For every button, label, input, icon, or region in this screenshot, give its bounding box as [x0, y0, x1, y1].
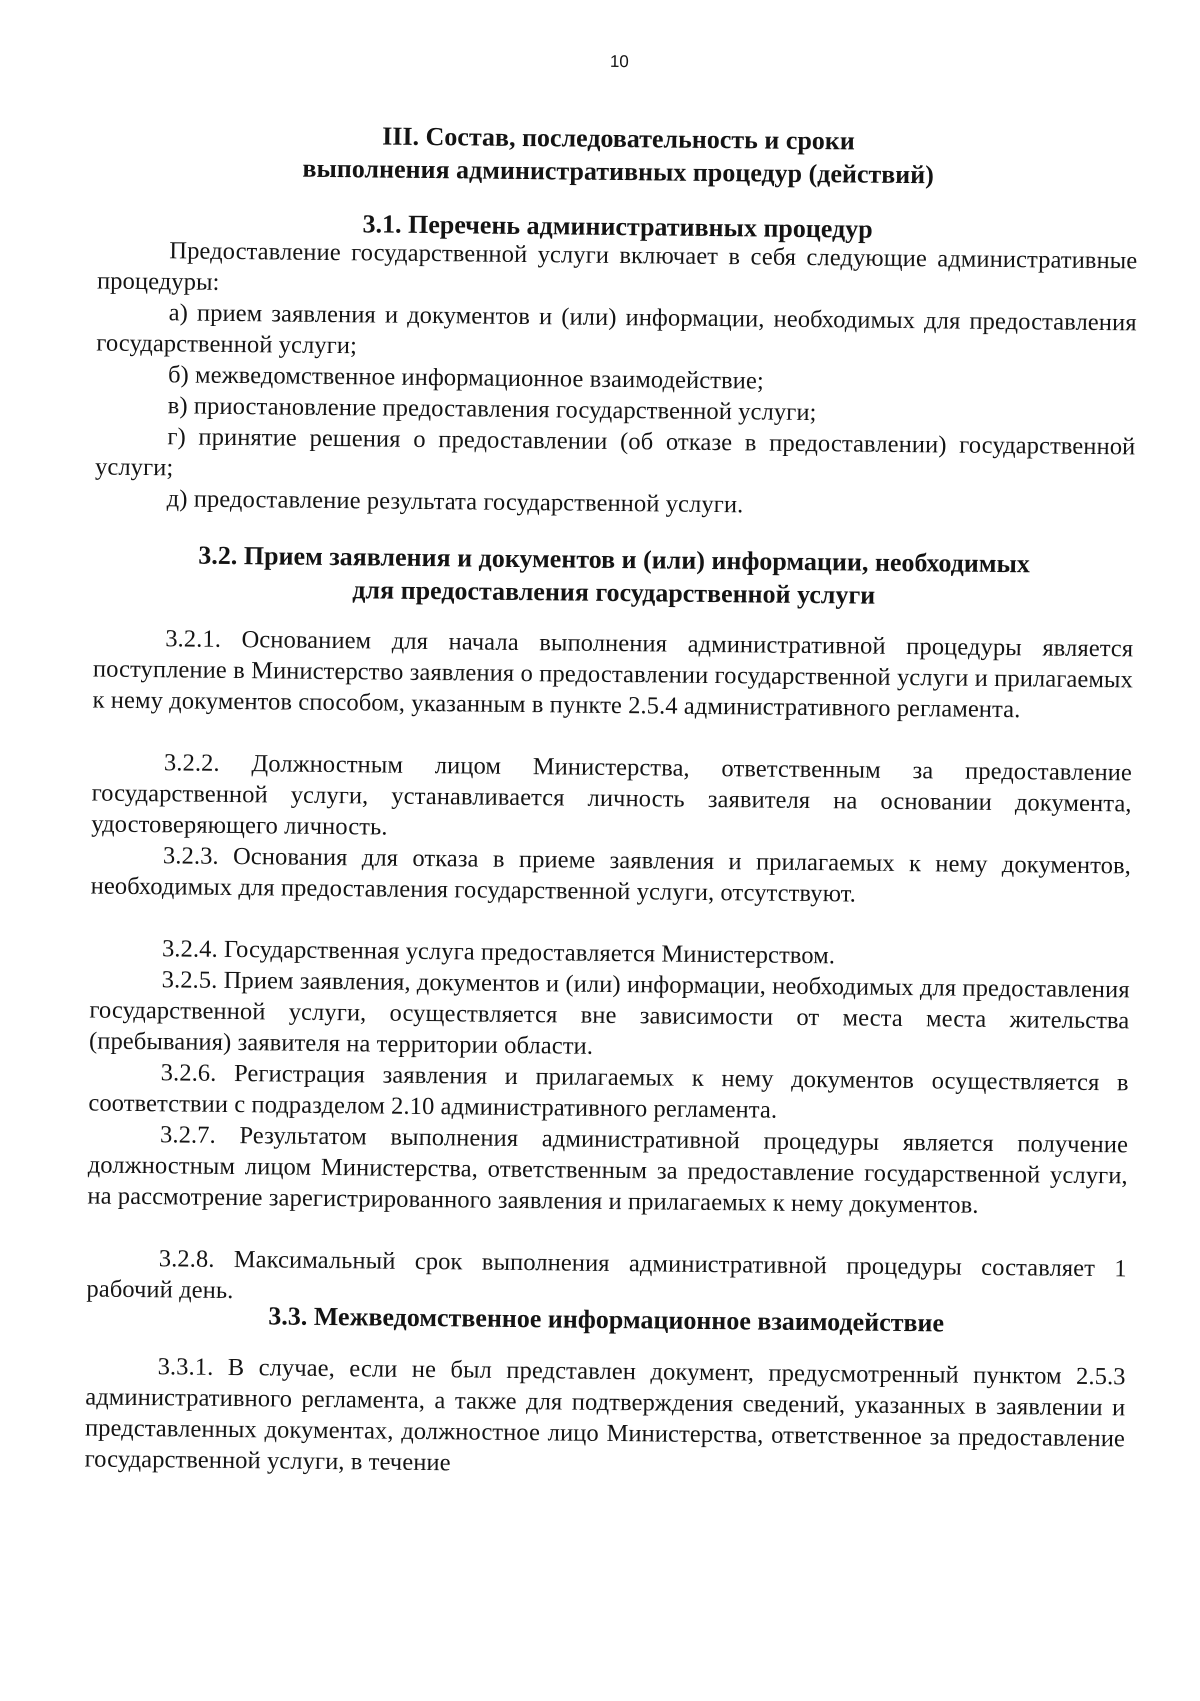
paragraph-3-2-7: 3.2.7. Результатом выполнения административной процедуры является получение должностным лицом Министерства, ответственным за предоставление государственной услуги, на рассмотрение зарегистрированного заявления и прилагаемых к нему документов. — [87, 1121, 1129, 1219]
subsection-title-3-1: 3.1. Перечень административных процедур — [362, 209, 873, 244]
section-title-line-2: выполнения административных процедур (действий) — [302, 153, 935, 190]
list-item-b: б) межведомственное информационное взаимодействие; — [167, 361, 764, 395]
paragraph-3-2-2: 3.2.2. Должностным лицом Министерства, ответственным за предоставление государственной услуги, устанавливается личность заявителя на основании документа, удостоверяющего личность. — [91, 749, 1133, 841]
list-item-a: а) прием заявления и документов и (или) информации, необходимых для предоставления государственной услуги; — [96, 299, 1137, 360]
paragraph-3-2-1: 3.2.1. Основанием для начала выполнения административной процедуры является поступление в Министерство заявления о предоставлении государственной услуги и прилагаемых к нему документов способом, указанным в пункте 2.5.4 административного регламента. — [92, 625, 1134, 724]
subsection-title-3-3: 3.3. Межведомственное информационное взаимодействие — [268, 1301, 945, 1338]
section-title-line-1: III. Состав, последовательность и сроки — [382, 121, 855, 156]
paragraph-3-2-3: 3.2.3. Основания для отказа в приеме заявления и прилагаемых к нему документов, необходимых для предоставления государственной услуги, отсутствуют. — [90, 842, 1132, 908]
paragraph-3-3-1: 3.3.1. В случае, если не был представлен документ, предусмотренный пунктом 2.5.3 административного регламента, а также для подтверждения сведений, указанных в заявлении и представленных документах, должностное лицо Министерства, ответственное за предоставление государственной услуги, в течение — [84, 1353, 1126, 1477]
subsection-title-3-2-line-1: 3.2. Прием заявления и документов и (или) информации, необходимых — [198, 540, 1031, 579]
list-item-g: г) принятие решения о предоставлении (об отказе в предоставлении) государственной услуги; — [94, 423, 1136, 482]
paragraph-3-1-intro: Предоставление государственной услуги включает в себя следующие административные процедуры: — [96, 237, 1138, 296]
subsection-title-3-2-line-2: для предоставления государственной услуги — [352, 575, 876, 610]
subsection-title-3-2 — [94, 538, 1135, 615]
page-number: 10 — [609, 51, 629, 72]
section-title — [98, 117, 1139, 194]
list-item-d: д) предоставление результата государственной услуги. — [166, 485, 744, 519]
paragraph-3-2-8: 3.2.8. Максимальный срок выполнения административной процедуры составляет 1 рабочий день. — [86, 1245, 1127, 1305]
paragraph-3-2-4: 3.2.4. Государственная услуга предоставляется Министерством. — [161, 935, 836, 970]
paragraph-3-2-5: 3.2.5. Прием заявления, документов и (или) информации, необходимых для предоставления государственной услуги, осуществляется вне зависимости от места места жительства (пребывания) заявителя на территории области. — [88, 966, 1130, 1060]
document-page — [82, 0, 1140, 1701]
list-item-v: в) приостановление предоставления государственной услуги; — [167, 392, 817, 427]
paragraph-3-2-6: 3.2.6. Регистрация заявления и прилагаемых к нему документов осуществляется в соответствии с подразделом 2.10 административного регламента. — [88, 1059, 1129, 1124]
